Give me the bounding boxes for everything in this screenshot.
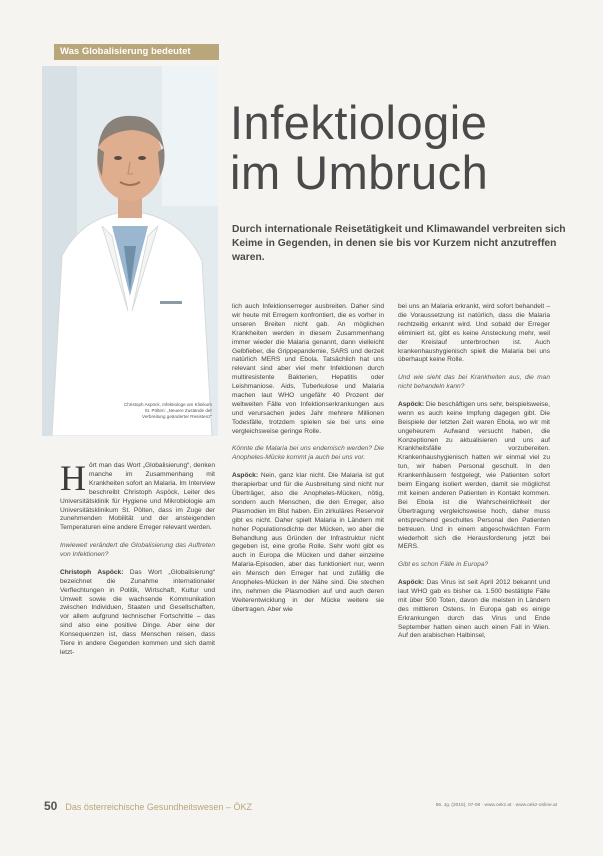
issue-info: 56. Jg. (2015), 07-08 · www.oekz.at · www.oekz-online.at [435,803,557,808]
answer-text: Das Wort „Globalisierung“ bezeichnet die Zunahme internationaler Verflechtungen in Politik, Wirtschaft, Kultur und Umwelt sowie die wachsende Kommunikation zwischen Individuen, Staaten und Gesellschaften, vor allem aufgrund technischer Fortschritte – das sind also eine positive Dinge. Aber eine der Konsequenzen ist, dass Menschen reisen, dass Tiere in andere Gegenden kommen und sich damit letzt- [60,568,215,656]
page-footer [44,799,252,813]
interview-answer [398,401,550,552]
speaker-name: Aspöck: [398,579,425,587]
intro-text: ört man das Wort „Globalisierung“, denken manche im Zusammenhang mit Krankheiten sofort an Malaria. Im Interview beschreibt Christoph Aspöck, Leiter des Universitätsklinik für Hygiene und Mikrobiologie am Universitätsklinikum St. Pölten, dass im Zuge der zunehmenden Mobilität und der ansteigenden Temperaturen eine andere Erreger relevant werden. [60,462,215,532]
publication-name: Das österreichische Gesundheitswesen – ÖKZ [65,802,252,812]
portrait-photo [42,66,218,436]
answer-text: Nein, ganz klar nicht. Die Malaria ist gut therapierbar und für die Ausbreitung sind nicht nur Überträger, also die Anopheles-Mücken, nötig, sondern auch Menschen, die den Erreger, also Plasmodien im Blut haben. Ein zirkuläres Reservoir gibt es nicht. Daher spielt Malaria in Ländern mit hoher Populationsdichte der Mücken, wo aber die Behandlung aus Gründen der Infrastruktur nicht gegeben ist, eine große Rolle. Sehr wohl gibt es auch in Europa die Mücken und daher einzelne Malaria-Episoden, aber das funktioniert nur, wenn ein Mensch den Erreger hat und zufällig die Anopheles-Mücken in der Nähe sind. Die stechen ihn, nehmen die Plasmodien auf und auch deren Weiterentwicklung in der Mücke weitere sie übertragen. Aber wie [232,472,384,613]
body-paragraph: lich auch Infektionserreger ausbreiten. Daher sind wir heute mit Erregern konfrontiert, die es vorher in unseren Breiten nicht gab. An möglichen Krankheiten werden in diesem Zusammenhang immer wieder die Malaria genannt, dann vielleicht Gelbfieber, die Grippepandemie, SARS und derzeit natürlich MERS und Ebola. Tatsächlich hat uns relevant sind aber viel mehr Infektionen durch multiresistente Bakterien, Hepatitis oder Leishmaniose. Aids, Tuberkulose und Malaria machen laut WHO ungefähr 40 Prozent der weltweiten Fälle von Infektionserkrankungen aus und verursachen jedes Jahr mehrere Millionen Todesfälle, trotzdem spielen sie bei uns eine vergleichsweise geringe Rolle. [232,303,384,435]
answer-text: Das Virus ist seit April 2012 bekannt und laut WHO gab es bisher ca. 1.500 bestätigte Fälle mit über 500 Toten, davon die meisten in Ländern des mittleren Ostens. In Europa gab es einige Erkrankungen durch das Virus und Ende September hatten einen auch einen Fall in Wien. Auf den arabischen Halbinsel, [398,579,550,640]
portrait-illustration [42,66,218,436]
body-paragraph: bei uns an Malaria erkrankt, wird sofort behandelt – die Voraussetzung ist natürlich, dass die Malaria rechtzeitig erkannt wird. Und sobald der Erreger eliminiert ist, gibt es keine Ansteckung mehr, weil der Kreislauf unterbrochen ist. Auch krankenhaushygienisch spielt die Malaria bei uns überhaupt keine Rolle. [398,303,550,364]
intro-paragraph [60,458,215,533]
article-headline [230,98,570,198]
headline-line-2: im Umbruch [230,146,489,199]
interview-question: Könnte die Malaria bei uns endemisch werden? Die Anopheles-Mücke kommt ja auch bei uns vor. [232,445,384,462]
page-number: 50 [44,799,58,813]
interview-answer [398,579,550,641]
photo-caption: Christoph Aspöck, Infektiologe am Klinikum St. Pölten: „Neuere Zustände der Verbreitung geänderter Resistenz“ [123,402,212,419]
article-deck: Durch internationale Reisetätigkeit und Klimawandel verbreiten sich Keime in Gegenden, in denen sie bis vor Kurzem nicht anzutreffen waren. [232,224,566,263]
interview-question: Und wie sieht das bei Krankheiten aus, die man nicht behandeln kann? [398,374,550,391]
interview-answer [232,472,384,615]
interview-answer [60,569,215,658]
answer-text: Die beschäftigen uns sehr, beispielsweise, wenn es auch keine Impfung dagegen gibt. Die Beispiele der letzten Zeit waren Ebola, wo wir mit ungeheurem Aufwand versucht haben, die Konzeptionen zu aktualisieren und uns auf Krankheitsfälle vorzubereiten. Krankenhaushygienisch hatten wir einmal viel zu tun, wir haben Personal geschult. In den Krankenhäusern festgelegt, wie Patienten sofort beim Eingang isoliert werden, damit sie möglichst mit keinen anderen Patienten in Kontakt kommen. Bei Ebola ist die Wahrscheinlichkeit der Übertragung vergleichsweise hoch, daher muss entsprechend geschultes Personal den Patienten betreuen. Und in einem abgeschwächten Form wiederholt sich die Herausforderung jetzt bei MERS. [398,400,550,551]
text-column-2 [232,303,384,624]
drop-cap: H [60,458,86,498]
speaker-name: Aspöck: [398,400,425,408]
interview-question: Inwieweit verändert die Globalisierung das Auftreten von Infektionen? [60,542,215,559]
text-column-3 [398,303,550,650]
speaker-name: Aspöck: [232,472,259,480]
text-column-1 [60,458,215,667]
headline-line-1: Infektiologie [230,96,488,149]
speaker-name: Christoph Aspöck: [60,568,124,576]
interview-question: Gibt es schon Fälle in Europa? [398,561,489,569]
section-banner: Was Globalisierung bedeutet [54,44,219,60]
